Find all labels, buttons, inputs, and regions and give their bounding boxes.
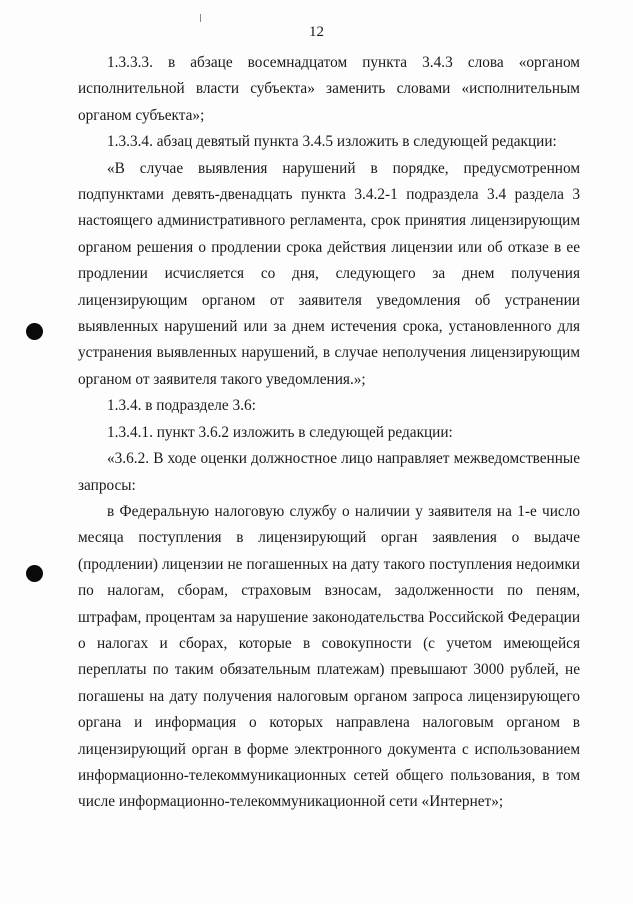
- paragraph-tax-service-request: в Федеральную налоговую службу о наличии у заявителя на 1-е число месяца поступления в лицензирующий орган заявления о выдаче (продлении) лицензии не погашенных на дату такого поступления недоимки по налогам, сборам, страховым взносам, задолженности по пеням, штрафам, процентам за нарушение законодательства Российской Федерации о налогах и сборах, которые в совокупности (с учетом имеющейся переплаты по таким обязательным платежам) превышают 3000 рублей, не погашены на дату получения налоговым органом запроса лицензирующего органа и информация о которых направлена налоговым органом в лицензирующий орган в форме электронного документа с использованием информационно-телекоммуникационных сетей общего пользования, в том числе информационно-телекоммуникационной сети «Интернет»;: [78, 502, 580, 811]
- punch-hole-upper: [26, 323, 43, 340]
- paragraph-1-3-4: 1.3.4. в подразделе 3.6:: [107, 397, 256, 415]
- paragraph-1-3-3-3: 1.3.3.3. в абзаце восемнадцатом пункта 3.4.3 слова «органом исполнительной власти субъекта» заменить словами «исполнительным органом субъекта»;: [78, 54, 580, 124]
- paragraph-1-3-3-4: 1.3.3.4. абзац девятый пункта 3.4.5 изложить в следующей редакции:: [107, 133, 557, 151]
- paragraph-1-3-4-1: 1.3.4.1. пункт 3.6.2 изложить в следующей редакции:: [107, 423, 453, 441]
- punch-hole-lower: [26, 565, 43, 582]
- paragraph-3-6-2: «3.6.2. В ходе оценки должностное лицо направляет межведомственные запросы:: [78, 450, 580, 494]
- page-number: 12: [309, 24, 324, 40]
- scan-artifact-mark: [200, 14, 201, 22]
- paragraph-quote-3-4-5: «В случае выявления нарушений в порядке, предусмотренном подпунктами девять-двенадцать пункта 3.4.2-1 подраздела 3.4 раздела 3 настоящего административного регламента, срок принятия лицензирующим органом решения о продлении срока действия лицензии или об отказе в ее продлении исчисляется со дня, следующего за днем получения лицензирующим органом от заявителя уведомления об устранении выявленных нарушений или за днем истечения срока, установленного для устранения выявленных нарушений, в случае неполучения лицензирующим органом от заявителя такого уведомления.»;: [78, 159, 580, 388]
- document-body: [78, 50, 580, 816]
